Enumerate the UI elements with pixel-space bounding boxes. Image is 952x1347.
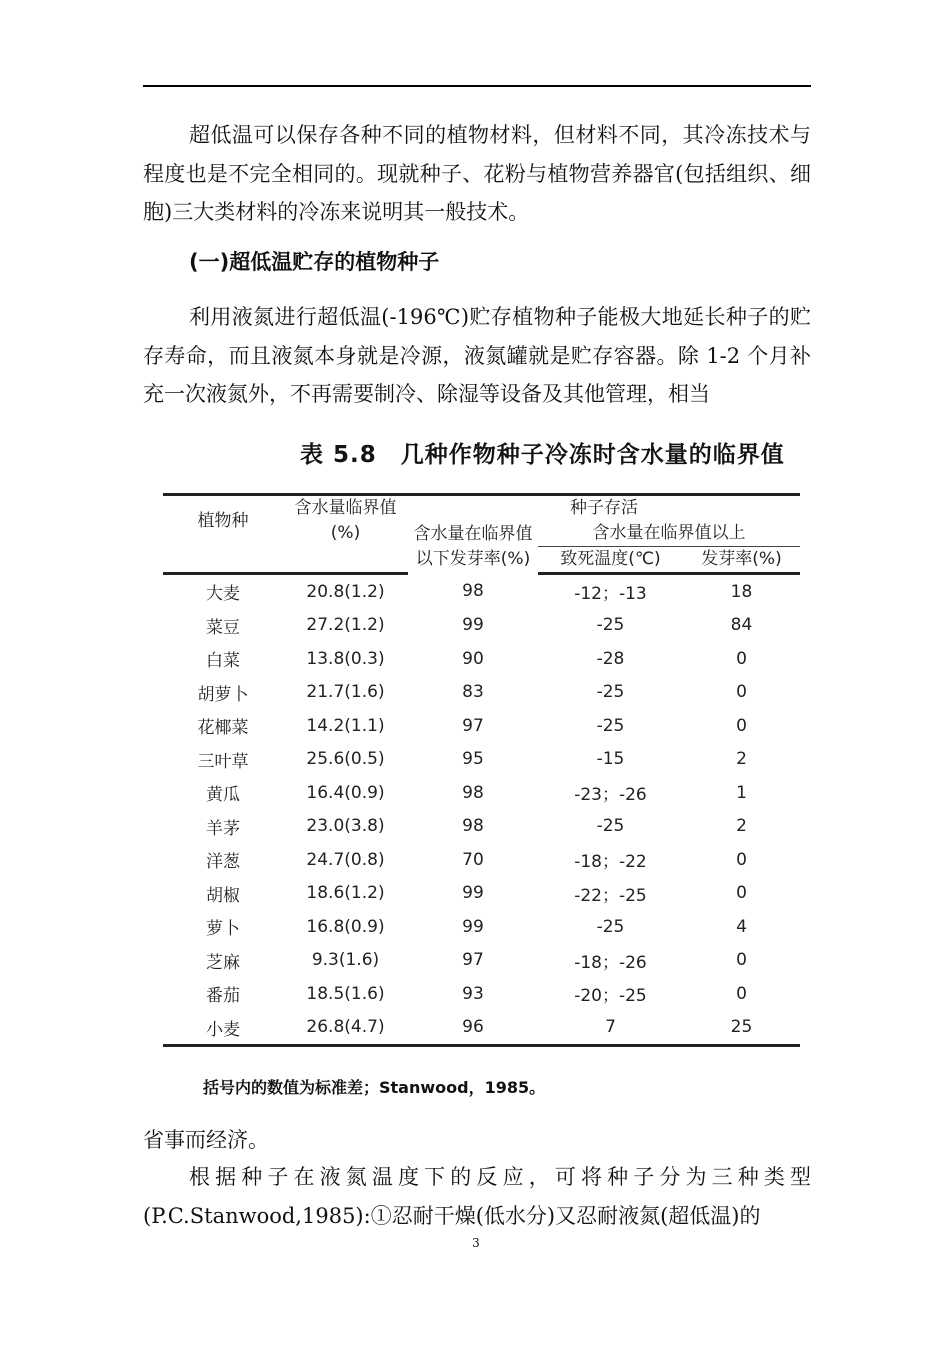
table-row xyxy=(163,944,800,978)
table-cell: 99 xyxy=(462,615,484,636)
table-row xyxy=(163,642,800,676)
table-cell: 98 xyxy=(462,816,484,837)
paragraph-seed-types: 根据种子在液氮温度下的反应，可将种子分为三种类型(P.C.Stanwood,1985):①忍耐干燥(低水分)又忍耐液氮(超低温)的 xyxy=(143,1165,811,1228)
seed-critical-moisture-table xyxy=(163,493,800,1047)
table-cell: 2 xyxy=(736,749,747,770)
table-cell: 9.3(1.6) xyxy=(311,950,380,971)
table-cell: 98 xyxy=(462,581,484,601)
table-cell: 花椰菜 xyxy=(197,718,249,739)
table-cell: -25 xyxy=(596,816,625,837)
table-cell: 0 xyxy=(736,849,747,870)
table-cell: 黄瓜 xyxy=(206,785,240,806)
table-cell: 胡椒 xyxy=(206,885,240,906)
table-cell: -25 xyxy=(596,682,625,703)
table-cell: 羊茅 xyxy=(206,818,240,839)
table-row xyxy=(163,877,800,911)
header-germination-rate: 发芽率(%) xyxy=(683,547,800,574)
table-cell: -25 xyxy=(596,715,625,736)
table-cell: 0 xyxy=(736,883,747,904)
table-cell: 菜豆 xyxy=(206,617,240,638)
table-cell: 24.7(0.8) xyxy=(306,849,385,870)
table-row xyxy=(163,676,800,710)
table-cell: 洋葱 xyxy=(206,852,240,873)
table-cell: 0 xyxy=(736,983,747,1004)
table-cell: 18.5(1.6) xyxy=(306,983,385,1004)
table-cell: 23.0(3.8) xyxy=(306,816,385,837)
table-cell: 90 xyxy=(462,648,484,669)
table-cell: 25.6(0.5) xyxy=(306,749,385,770)
table-cell: -23；-26 xyxy=(574,785,647,806)
table-row xyxy=(163,810,800,844)
table-row xyxy=(163,743,800,777)
table-cell: 21.7(1.6) xyxy=(306,682,385,703)
table-cell: 芝麻 xyxy=(206,952,240,973)
table-cell: -20；-25 xyxy=(574,986,647,1007)
table-cell: 18.6(1.2) xyxy=(306,883,385,904)
table-row xyxy=(163,609,800,643)
table-cell: 95 xyxy=(462,749,484,770)
table-cell: 0 xyxy=(736,648,747,669)
paragraph-continuation: 省事而经济。 xyxy=(143,1128,269,1152)
paragraph-intro: 超低温可以保存各种不同的植物材料，但材料不同，其冷冻技术与程度也是不完全相同的。现就种子、花粉与植物营养器官(包括组织、细胞)三大类材料的冷冻来说明其一般技术。 xyxy=(143,123,811,224)
table-cell: 20.8(1.2) xyxy=(306,581,385,602)
table-cell: 13.8(0.3) xyxy=(306,648,385,669)
section-heading: (一)超低温贮存的植物种子 xyxy=(189,250,440,274)
table-cell: 25 xyxy=(683,1011,800,1046)
table-cell: 70 xyxy=(462,849,484,870)
table-cell: -25 xyxy=(596,615,625,636)
header-below-critical: 含水量在临界值以下发芽率(%) xyxy=(413,524,533,570)
table-cell: 0 xyxy=(736,682,747,703)
table-cell: 96 xyxy=(408,1011,538,1046)
table-title: 表 5.8 几种作物种子冷冻时含水量的临界值 xyxy=(300,442,785,468)
table-row xyxy=(163,843,800,877)
header-above-critical: 含水量在临界值以上 xyxy=(538,521,800,547)
table-cell: 0 xyxy=(736,715,747,736)
header-seed-survival: 种子存活 xyxy=(408,495,800,522)
table-row xyxy=(163,574,800,609)
table-cell: 18 xyxy=(730,581,753,602)
table-cell: -18；-22 xyxy=(574,852,647,873)
table-cell: 93 xyxy=(462,983,484,1004)
table-cell: 84 xyxy=(730,615,753,636)
table-cell: 26.8(4.7) xyxy=(283,1011,408,1046)
table-row xyxy=(163,977,800,1011)
table-cell: 97 xyxy=(462,715,484,736)
table-cell: 1 xyxy=(736,782,747,803)
table-cell: 白菜 xyxy=(206,651,240,672)
header-critical-moisture: 含水量临界值(%) xyxy=(283,495,408,547)
header-lethal-temperature: 致死温度(℃) xyxy=(538,547,683,574)
table-cell: 16.4(0.9) xyxy=(306,782,385,803)
table-cell: 98 xyxy=(462,782,484,803)
page-number: 3 xyxy=(472,1236,480,1250)
paragraph-liquid-nitrogen: 利用液氮进行超低温(-196℃)贮存植物种子能极大地延长种子的贮存寿命，而且液氮本身就是冷源，液氮罐就是贮存容器。除 1-2 个月补充一次液氮外，不再需要制冷、除湿等设备及其他管理，相当 xyxy=(143,305,811,406)
table-cell: 2 xyxy=(736,816,747,837)
table-cell: 0 xyxy=(736,950,747,971)
table-cell: 27.2(1.2) xyxy=(306,615,385,636)
table-cell: 萝卜 xyxy=(206,919,240,940)
table-cell: 99 xyxy=(462,916,484,937)
table-cell: -15 xyxy=(596,749,625,770)
table-row xyxy=(163,1011,800,1046)
table-cell: 14.2(1.1) xyxy=(306,715,385,736)
table-cell: 番茄 xyxy=(206,986,240,1007)
header-species: 植物种 xyxy=(163,495,283,547)
table-cell: 83 xyxy=(462,682,484,703)
table-cell: 三叶草 xyxy=(197,751,249,772)
table-row xyxy=(163,709,800,743)
table-cell: 7 xyxy=(538,1011,683,1046)
table-cell: 97 xyxy=(462,950,484,971)
table-cell: 99 xyxy=(462,883,484,904)
table-cell: -18；-26 xyxy=(574,952,647,973)
table-cell: -25 xyxy=(596,916,625,937)
table-cell: 16.8(0.9) xyxy=(306,916,385,937)
table-cell: -12；-13 xyxy=(574,584,647,605)
table-cell: 大麦 xyxy=(206,584,240,605)
table-row xyxy=(163,776,800,810)
table-cell: 胡萝卜 xyxy=(197,684,249,705)
table-row xyxy=(163,910,800,944)
table-cell: 小麦 xyxy=(163,1011,283,1046)
header-rule xyxy=(143,85,811,87)
table-cell: -28 xyxy=(596,648,625,669)
table-cell: 4 xyxy=(736,916,747,937)
table-note: 括号内的数值为标准差；Stanwood，1985。 xyxy=(203,1078,546,1097)
table-cell: -22；-25 xyxy=(574,885,647,906)
